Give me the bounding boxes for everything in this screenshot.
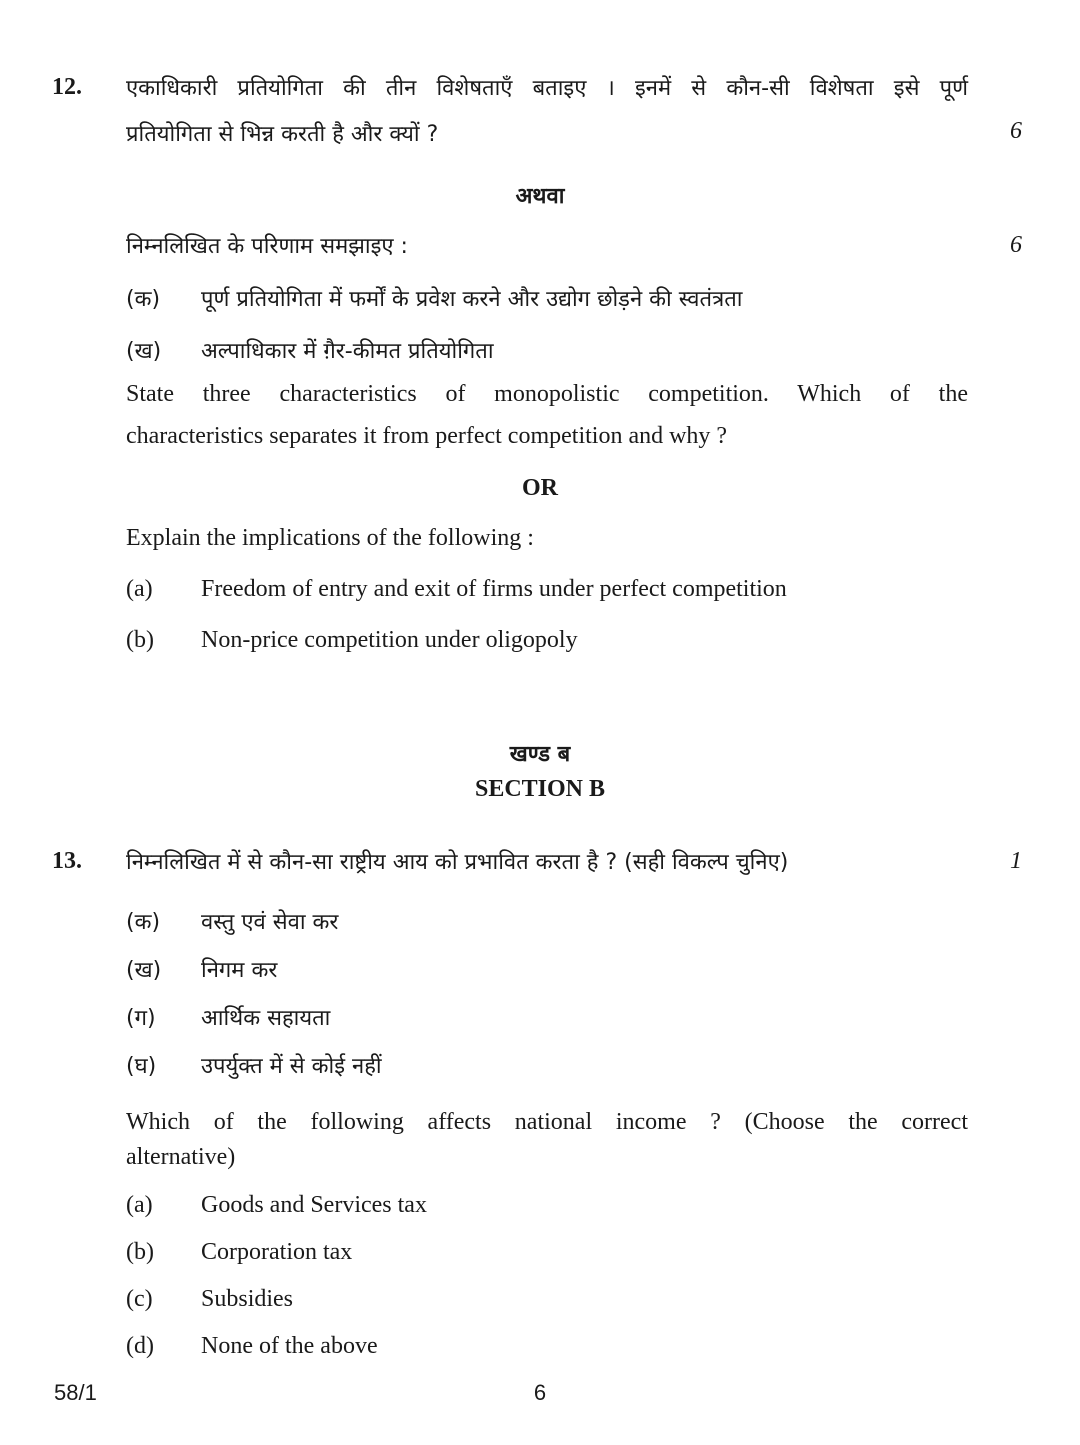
option-label: (c) [126,1286,153,1312]
option-label: (घ) [126,1054,157,1079]
or-divider-english: OR [522,475,558,501]
option-label: (b) [126,627,154,653]
question-text-hindi: प्रतियोगिता से भिन्न करती है और क्यों ? [126,122,439,147]
alt-question-english: Explain the implications of the following : [126,525,534,551]
question-text-english: characteristics separates it from perfect competition and why ? [126,423,728,449]
marks: 1 [1010,848,1022,874]
or-divider-hindi: अथवा [515,184,565,209]
option-label: (b) [126,1239,154,1265]
question-number: 13. [52,848,82,874]
option-text: Goods and Services tax [201,1192,427,1218]
question-text-english: State three characteristics of monopolistic competition. Which of the [126,381,968,407]
page-number: 6 [533,1380,547,1405]
option-text: None of the above [201,1333,378,1359]
option-text: Non-price competition under oligopoly [201,627,578,653]
alt-question-hindi: निम्नलिखित के परिणाम समझाइए : [126,234,408,259]
option-label: (ख) [126,339,162,364]
option-label: (a) [126,576,153,602]
option-text: Corporation tax [201,1239,353,1265]
option-label: (a) [126,1192,153,1218]
question-text-hindi: एकाधिकारी प्रतियोगिता की तीन विशेषताएँ बताइए । इनमें से कौन-सी विशेषता इसे पूर्ण [126,76,968,101]
option-text: उपर्युक्त में से कोई नहीं [201,1054,382,1079]
option-text: Subsidies [201,1286,294,1312]
option-label: (ग) [126,1006,156,1031]
option-text: आर्थिक सहायता [201,1006,331,1031]
option-text: अल्पाधिकार में ग़ैर-कीमत प्रतियोगिता [201,339,494,364]
option-text: निगम कर [201,958,278,983]
option-label: (क) [126,910,161,935]
question-text-english: Which of the following affects national income ? (Choose the correct [126,1109,968,1135]
option-label: (क) [126,287,161,312]
option-text: पूर्ण प्रतियोगिता में फर्मों के प्रवेश करने और उद्योग छोड़ने की स्वतंत्रता [201,287,743,312]
question-text-english: alternative) [126,1144,236,1170]
marks: 6 [1010,118,1022,144]
option-label: (ख) [126,958,162,983]
marks: 6 [1010,232,1022,258]
option-text: वस्तु एवं सेवा कर [201,910,339,935]
option-text: Freedom of entry and exit of firms under perfect competition [201,576,787,602]
section-title-hindi: खण्ड ब [509,742,571,767]
section-title-english: SECTION B [474,776,606,802]
option-label: (d) [126,1333,154,1359]
question-number: 12. [52,74,82,100]
question-text-hindi: निम्नलिखित में से कौन-सा राष्ट्रीय आय को प्रभावित करता है ? (सही विकल्प चुनिए) [126,850,789,875]
paper-code: 58/1 [54,1380,97,1405]
